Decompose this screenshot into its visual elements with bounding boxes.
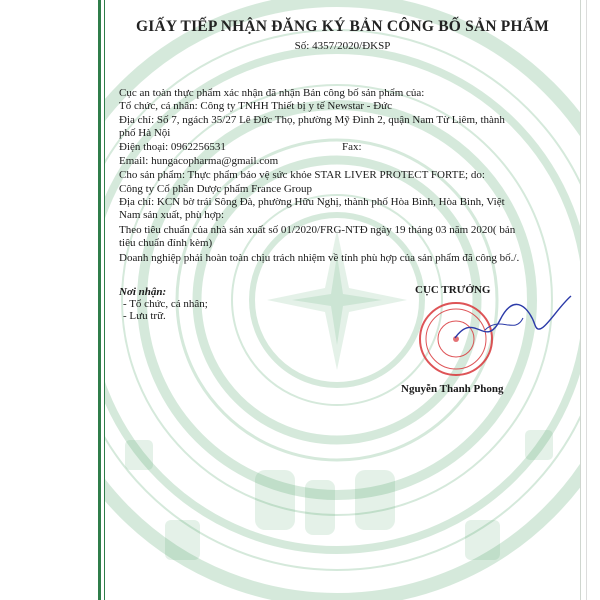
recipient-item: - Tổ chức, cá nhân; <box>123 298 208 310</box>
body-line-phone: Điện thoại: 0962256531 <box>119 141 226 153</box>
body-line-responsibility: Doanh nghiệp phải hoàn toàn chịu trách nhiệm về tính phù hợp của sản phẩm đã công bố./. <box>119 252 520 264</box>
certificate-paper <box>105 0 580 600</box>
body-line-intro: Cục an toàn thực phẩm xác nhận đã nhận Bản công bố sản phẩm của: <box>119 87 425 99</box>
page-border-right-outer <box>586 0 587 600</box>
body-line-manufacturer: Công ty Cổ phần Dược phẩm France Group <box>119 183 312 195</box>
body-line-organization: Tổ chức, cá nhân: Công ty TNHH Thiết bị y tế Newstar - Đức <box>119 100 393 112</box>
fax-label: Fax: <box>342 141 362 153</box>
body-line-address: Địa chỉ: Số 7, ngách 35/27 Lê Đức Thọ, phường Mỹ Đình 2, quận Nam Từ Liêm, thành <box>119 114 505 126</box>
document-number: Số: 4357/2020/ĐKSP <box>294 40 391 52</box>
body-line-manufacturer-address-cont: Nam sản xuất, phù hợp: <box>119 209 225 221</box>
body-line-product: Cho sản phẩm: Thực phẩm bảo vệ sức khỏe STAR LIVER PROTECT FORTE; do: <box>119 169 485 181</box>
signature <box>445 290 575 350</box>
body-line-email: Email: hungacopharma@gmail.com <box>119 155 279 167</box>
recipient-item: - Lưu trữ. <box>123 310 166 322</box>
document-title: GIẤY TIẾP NHẬN ĐĂNG KÝ BẢN CÔNG BỐ SẢN PHẨM <box>136 18 549 35</box>
body-line-manufacturer-address: Địa chỉ: KCN bờ trái Sông Đà, phường Hữu Nghị, thành phố Hòa Bình, Hòa Bình, Việt <box>119 196 505 208</box>
page-border-left <box>98 0 101 600</box>
recipients-title: Nơi nhận: <box>119 286 167 298</box>
signer-name: Nguyễn Thanh Phong <box>401 383 504 395</box>
body-line-standard: Theo tiêu chuẩn của nhà sản xuất số 01/2020/FRG-NTĐ ngày 19 tháng 03 năm 2020( bản <box>119 224 516 236</box>
chief-title: CỤC TRƯỞNG <box>415 284 491 296</box>
page-border-right <box>580 0 581 600</box>
body-line-standard-cont: tiêu chuẩn đính kèm) <box>119 237 213 249</box>
body-line-address-cont: phố Hà Nội <box>119 127 171 139</box>
